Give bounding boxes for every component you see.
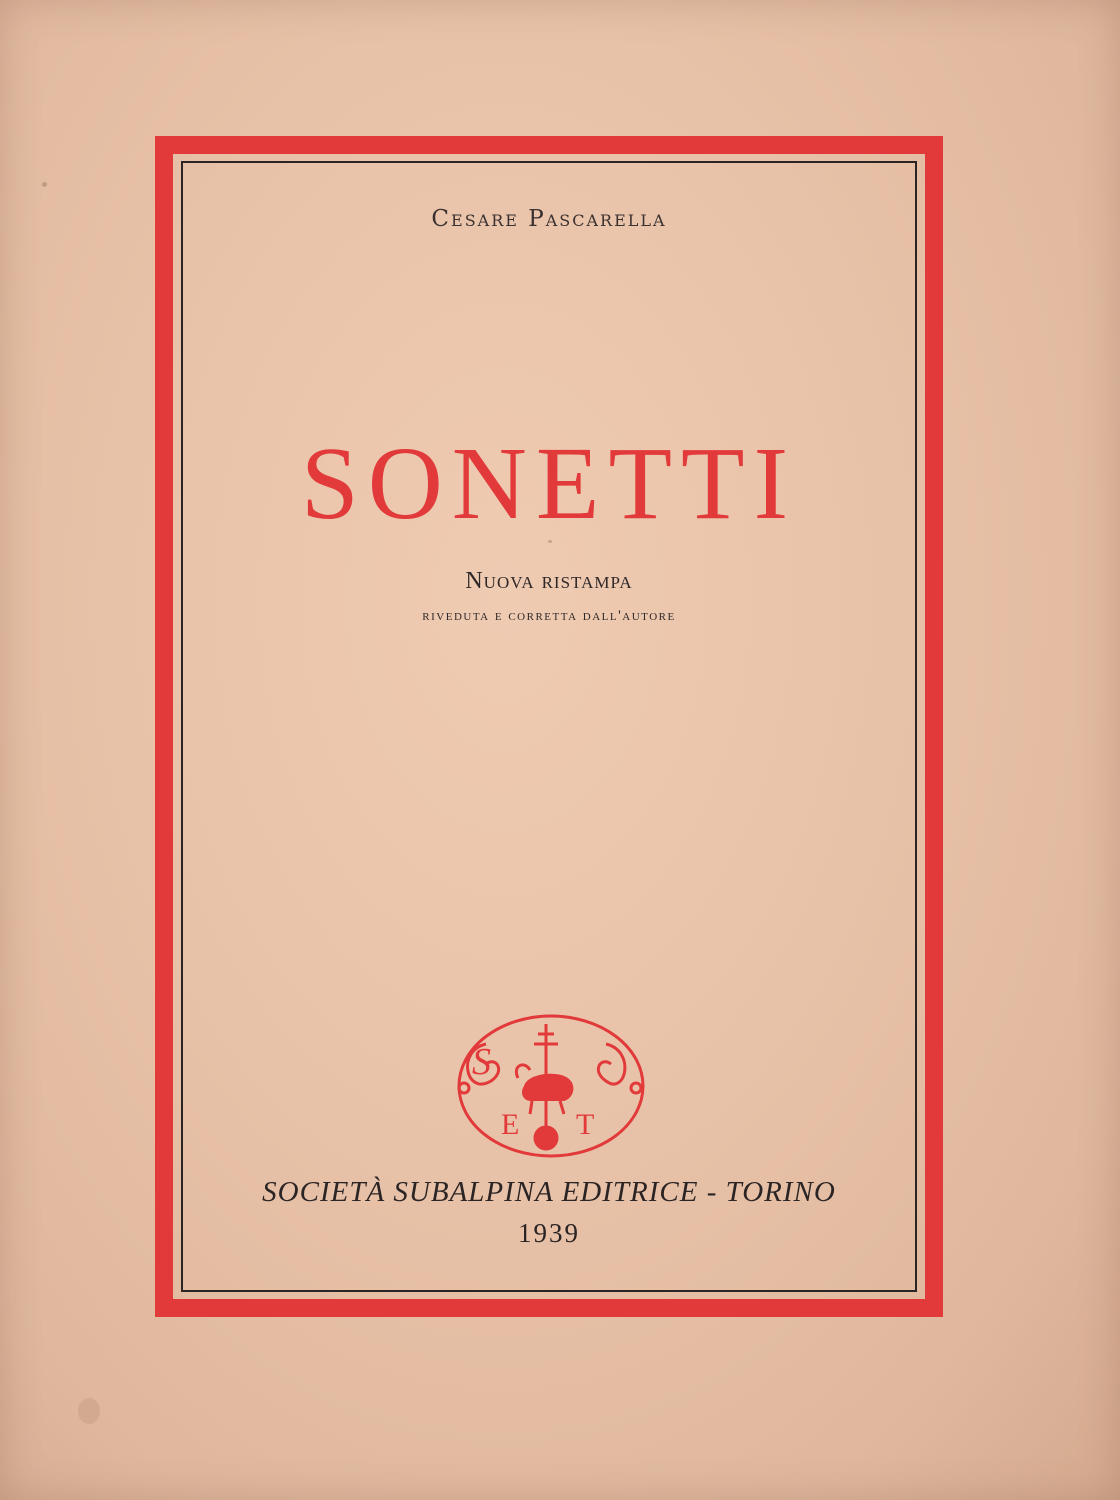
publisher-emblem-icon: [446, 1006, 656, 1166]
paper-stain: [42, 182, 47, 187]
paper-stain: [78, 1398, 100, 1424]
edition-note: Nuova ristampa: [465, 568, 633, 594]
emblem-letter-e: E: [501, 1108, 520, 1141]
emblem-letter-t: T: [576, 1108, 595, 1141]
publisher-name: SOCIETÀ SUBALPINA EDITRICE - TORINO: [262, 1176, 836, 1208]
emblem-letter-s: S: [472, 1041, 491, 1083]
author-name: Cesare Pascarella: [431, 206, 667, 232]
book-title: SONETTI: [300, 426, 798, 541]
revision-note: riveduta e corretta dall'autore: [422, 608, 676, 624]
publication-year: 1939: [518, 1218, 580, 1248]
